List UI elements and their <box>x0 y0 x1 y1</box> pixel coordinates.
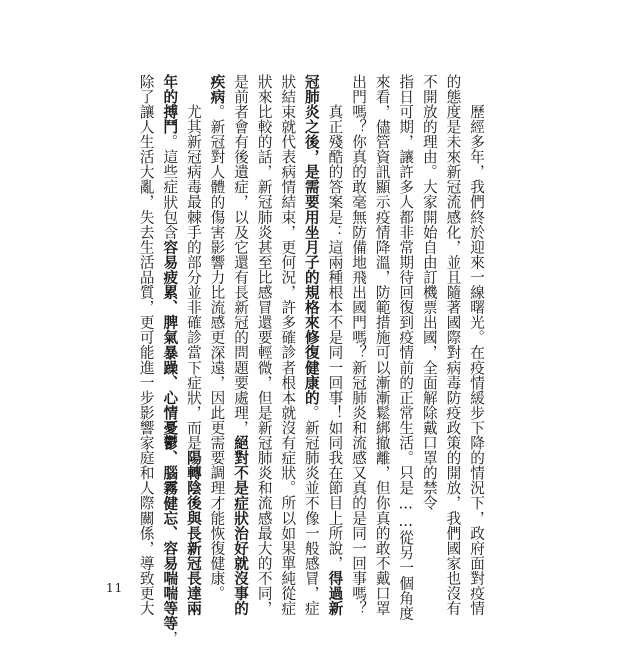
text-line <box>205 74 229 601</box>
text-segment: 。新冠肺炎並不像一般感冒，症 <box>302 405 320 616</box>
text-segment: 指日可期，讓許多人都非常期待回復到疫情前的正常生活。只是……從另一個角度 <box>397 74 415 621</box>
bold-text-segment: 陽轉陰後與長新冠長達兩 <box>184 450 202 616</box>
text-segment: 真正殘酷的答案是：這兩種根本不是同一回事！如同我在節目上所說， <box>326 74 344 571</box>
text-segment: 不開放的理由。大家開始自由訂機票出國，全面解除戴口罩的禁令 <box>420 74 438 511</box>
bold-text-segment: 冠肺炎之後，是需要用坐月子的規格來修復健康的 <box>302 74 320 406</box>
text-line <box>228 74 252 616</box>
text-line <box>252 74 276 616</box>
bold-text-segment: 年的搏鬥 <box>161 74 179 135</box>
text-segment: 出門嗎？你真的敢毫無防備地飛出國門嗎？新冠肺炎和流感又真的是同一回事嗎？ <box>350 74 368 616</box>
vertical-text-block <box>134 74 488 646</box>
text-line <box>394 74 418 621</box>
text-line <box>276 74 300 616</box>
bold-text-segment: 容易疲累、脾氣暴躁、心情憂鬱、腦霧健忘、容易喘喘等等 <box>161 239 179 631</box>
text-segment: 狀來比較的話，新冠肺炎甚至比感冒還要輕微，但是新冠肺炎和流感最大的不同， <box>255 74 273 616</box>
text-segment: 來看，儘管資訊顯示疫情降溫，防範措施可以漸漸鬆綁撤離，但你真的敢不戴口罩 <box>373 74 391 616</box>
page-number: 11 <box>106 581 124 595</box>
text-line <box>323 74 347 616</box>
text-line <box>346 74 370 616</box>
text-line <box>370 74 394 616</box>
bold-text-segment: 絕對不是症狀治好就沒事的 <box>232 435 250 616</box>
text-line <box>181 74 205 616</box>
bold-text-segment: 得過新 <box>326 570 344 616</box>
text-segment: 。這些症狀包含 <box>161 134 179 240</box>
text-line <box>417 74 441 549</box>
text-segment: 是前者會有後遺症，以及它還有長新冠的問題要處理， <box>232 74 250 436</box>
text-line <box>134 74 158 616</box>
text-line <box>299 74 323 616</box>
text-line <box>158 74 182 646</box>
text-segment: 的態度是未來新冠流感化，並且隨著國際對病毒防疫政策的開放，我們國家也沒有 <box>444 74 462 616</box>
text-segment: ， <box>161 630 179 646</box>
text-line <box>464 74 488 616</box>
bold-text-segment: 疾病 <box>208 74 226 105</box>
text-segment: 尤其新冠病毒最棘手的部分並非確診當下症狀，而是 <box>184 74 202 451</box>
text-segment: 除了讓人生活大亂，失去生活品質，更可能進一步影響家庭和人際關係，導致更大 <box>137 74 155 616</box>
text-segment: 狀結束就代表病情結束，更何況，許多確診者根本就沒有症狀。所以如果單純從症 <box>279 74 297 616</box>
text-segment: 。新冠對人體的傷害影響力比流感更深遠，因此更需要調理才能恢復健康。 <box>208 104 226 601</box>
text-line <box>441 74 465 616</box>
text-segment: 歷經多年，我們終於迎來一線曙光。在疫情緩步下降的情況下，政府面對疫情 <box>468 74 485 616</box>
